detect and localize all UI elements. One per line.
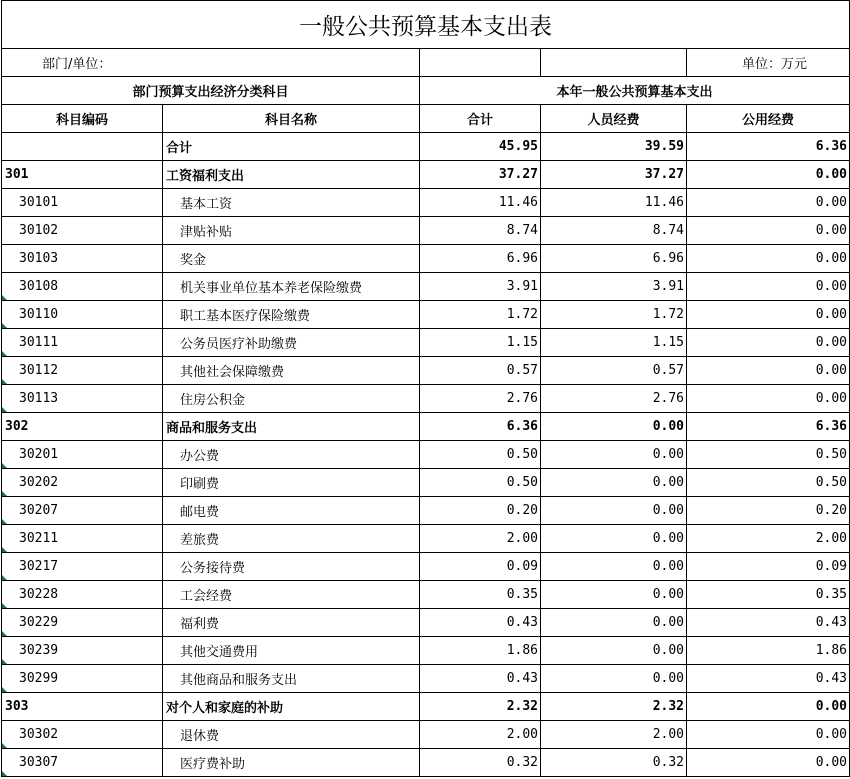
row-code-text: 30228 [19, 587, 59, 602]
cell-marker-icon [2, 547, 7, 552]
total-name: 合计 [163, 133, 420, 161]
row-code-text: 30239 [19, 643, 59, 658]
table-row [2, 637, 850, 665]
row-total: 0.32 [420, 749, 541, 777]
cell-marker-icon [2, 379, 7, 384]
row-total: 1.86 [420, 637, 541, 665]
row-public: 0.00 [687, 245, 850, 273]
row-code [2, 581, 163, 609]
row-personnel: 6.96 [541, 245, 687, 273]
cell-marker-icon [2, 631, 7, 636]
row-personnel: 1.72 [541, 301, 687, 329]
row-code [2, 637, 163, 665]
row-name: 津贴补贴 [163, 217, 420, 245]
group-header-left: 部门预算支出经济分类科目 [2, 77, 420, 105]
row-public: 0.00 [687, 161, 850, 189]
row-name: 邮电费 [163, 497, 420, 525]
cell-marker-icon [2, 771, 7, 776]
row-public: 0.00 [687, 217, 850, 245]
table-row [2, 329, 850, 357]
row-public: 0.43 [687, 609, 850, 637]
row-public: 0.00 [687, 385, 850, 413]
table-row [2, 721, 850, 749]
row-code [2, 413, 163, 441]
row-public: 0.35 [687, 581, 850, 609]
table-row [2, 665, 850, 693]
row-code-text: 303 [5, 699, 29, 714]
row-name: 公务接待费 [163, 553, 420, 581]
table-row [2, 385, 850, 413]
table-row [2, 441, 850, 469]
row-code-text: 30302 [19, 727, 59, 742]
row-personnel: 3.91 [541, 273, 687, 301]
row-code-text: 301 [5, 167, 29, 182]
row-name: 机关事业单位基本养老保险缴费 [163, 273, 420, 301]
table-row [2, 357, 850, 385]
row-code [2, 161, 163, 189]
row-total: 0.20 [420, 497, 541, 525]
row-code [2, 217, 163, 245]
row-code [2, 665, 163, 693]
table-title: 一般公共预算基本支出表 [2, 1, 850, 49]
table-row [2, 497, 850, 525]
row-code [2, 357, 163, 385]
row-code [2, 245, 163, 273]
row-name: 对个人和家庭的补助 [163, 693, 420, 721]
group-header-right: 本年一般公共预算基本支出 [420, 77, 850, 105]
total-personnel: 39.59 [541, 133, 687, 161]
row-name: 职工基本医疗保险缴费 [163, 301, 420, 329]
row-code-text: 30307 [19, 755, 59, 770]
row-total: 1.15 [420, 329, 541, 357]
row-code-text: 30217 [19, 559, 59, 574]
cell-marker-icon [2, 407, 7, 412]
row-personnel: 0.00 [541, 637, 687, 665]
row-code [2, 329, 163, 357]
header-public: 公用经费 [687, 105, 850, 133]
row-personnel: 8.74 [541, 217, 687, 245]
dept-label: 部门/单位： [2, 49, 420, 77]
row-name: 退休费 [163, 721, 420, 749]
row-name: 基本工资 [163, 189, 420, 217]
row-code-text: 30299 [19, 671, 59, 686]
row-total: 0.43 [420, 665, 541, 693]
cell-marker-icon [2, 491, 7, 496]
table-row [2, 301, 850, 329]
meta-row [2, 49, 850, 77]
cell-marker-icon [2, 295, 7, 300]
table-row [2, 693, 850, 721]
table-row [2, 469, 850, 497]
table-row [2, 189, 850, 217]
table-row [2, 161, 850, 189]
row-public: 0.50 [687, 441, 850, 469]
row-personnel: 0.00 [541, 469, 687, 497]
header-total: 合计 [420, 105, 541, 133]
table-row [2, 609, 850, 637]
row-code [2, 301, 163, 329]
header-name: 科目名称 [163, 105, 420, 133]
row-code-text: 30202 [19, 475, 59, 490]
row-personnel: 0.00 [541, 665, 687, 693]
row-code [2, 441, 163, 469]
row-code-text: 30101 [19, 195, 59, 210]
row-code-text: 30110 [19, 307, 59, 322]
row-public: 2.00 [687, 525, 850, 553]
row-code [2, 609, 163, 637]
row-code [2, 497, 163, 525]
row-total: 0.35 [420, 581, 541, 609]
row-name: 奖金 [163, 245, 420, 273]
row-name: 福利费 [163, 609, 420, 637]
group-header-row [2, 77, 850, 105]
row-code-text: 30207 [19, 503, 59, 518]
row-public: 0.00 [687, 749, 850, 777]
row-public: 0.50 [687, 469, 850, 497]
row-name: 公务员医疗补助缴费 [163, 329, 420, 357]
row-total: 0.50 [420, 469, 541, 497]
row-code-text: 30103 [19, 251, 59, 266]
row-name: 其他交通费用 [163, 637, 420, 665]
cell-marker-icon [2, 351, 7, 356]
row-code-text: 30211 [19, 531, 59, 546]
row-total: 0.57 [420, 357, 541, 385]
row-public: 0.00 [687, 693, 850, 721]
row-total: 2.00 [420, 721, 541, 749]
row-total: 2.32 [420, 693, 541, 721]
row-public: 0.43 [687, 665, 850, 693]
row-personnel: 37.27 [541, 161, 687, 189]
cell-marker-icon [2, 603, 7, 608]
row-public: 0.00 [687, 301, 850, 329]
row-name: 办公费 [163, 441, 420, 469]
row-public: 0.09 [687, 553, 850, 581]
row-public: 0.00 [687, 273, 850, 301]
row-total: 8.74 [420, 217, 541, 245]
title-row [2, 1, 850, 49]
row-personnel: 0.00 [541, 581, 687, 609]
total-total: 45.95 [420, 133, 541, 161]
table-row [2, 581, 850, 609]
row-total: 6.36 [420, 413, 541, 441]
cell-marker-icon [2, 463, 7, 468]
table-row [2, 273, 850, 301]
row-personnel: 2.00 [541, 721, 687, 749]
row-public: 0.20 [687, 497, 850, 525]
row-name: 其他社会保障缴费 [163, 357, 420, 385]
row-code [2, 749, 163, 777]
row-public: 0.00 [687, 721, 850, 749]
row-code-text: 30113 [19, 391, 59, 406]
meta-blank-2 [541, 49, 687, 77]
meta-blank-1 [420, 49, 541, 77]
row-code-text: 30112 [19, 363, 59, 378]
row-personnel: 0.00 [541, 413, 687, 441]
total-code [2, 133, 163, 161]
row-name: 印刷费 [163, 469, 420, 497]
row-personnel: 0.00 [541, 525, 687, 553]
row-name: 其他商品和服务支出 [163, 665, 420, 693]
table-row [2, 749, 850, 777]
row-code-text: 302 [5, 419, 29, 434]
row-code-text: 30111 [19, 335, 59, 350]
row-code [2, 525, 163, 553]
row-code [2, 469, 163, 497]
row-name: 差旅费 [163, 525, 420, 553]
row-public: 0.00 [687, 329, 850, 357]
row-public: 0.00 [687, 189, 850, 217]
row-code-text: 30108 [19, 279, 59, 294]
row-public: 1.86 [687, 637, 850, 665]
row-code [2, 553, 163, 581]
row-name: 医疗费补助 [163, 749, 420, 777]
budget-table [1, 0, 850, 777]
row-total: 11.46 [420, 189, 541, 217]
row-code-text: 30229 [19, 615, 59, 630]
total-public: 6.36 [687, 133, 850, 161]
header-code: 科目编码 [2, 105, 163, 133]
row-name: 工会经费 [163, 581, 420, 609]
table-row [2, 245, 850, 273]
row-personnel: 2.32 [541, 693, 687, 721]
row-total: 0.50 [420, 441, 541, 469]
row-total: 3.91 [420, 273, 541, 301]
cell-marker-icon [2, 659, 7, 664]
row-personnel: 0.00 [541, 609, 687, 637]
column-header-row [2, 105, 850, 133]
row-code [2, 721, 163, 749]
row-personnel: 1.15 [541, 329, 687, 357]
row-code [2, 189, 163, 217]
cell-marker-icon [2, 519, 7, 524]
cell-marker-icon [2, 687, 7, 692]
total-row [2, 133, 850, 161]
row-personnel: 0.00 [541, 441, 687, 469]
row-code [2, 273, 163, 301]
row-name: 工资福利支出 [163, 161, 420, 189]
table-row [2, 553, 850, 581]
table-row [2, 217, 850, 245]
row-personnel: 0.00 [541, 553, 687, 581]
row-total: 0.43 [420, 609, 541, 637]
cell-marker-icon [2, 323, 7, 328]
table-row [2, 413, 850, 441]
row-total: 2.76 [420, 385, 541, 413]
row-code-text: 30201 [19, 447, 59, 462]
row-personnel: 0.00 [541, 497, 687, 525]
row-name: 住房公积金 [163, 385, 420, 413]
row-total: 1.72 [420, 301, 541, 329]
table-row [2, 525, 850, 553]
row-personnel: 11.46 [541, 189, 687, 217]
row-total: 37.27 [420, 161, 541, 189]
cell-marker-icon [2, 575, 7, 580]
row-public: 6.36 [687, 413, 850, 441]
row-total: 6.96 [420, 245, 541, 273]
row-personnel: 2.76 [541, 385, 687, 413]
row-name: 商品和服务支出 [163, 413, 420, 441]
cell-marker-icon [2, 743, 7, 748]
row-total: 2.00 [420, 525, 541, 553]
header-personnel: 人员经费 [541, 105, 687, 133]
row-code [2, 385, 163, 413]
unit-label: 单位：万元 [687, 49, 850, 77]
row-public: 0.00 [687, 357, 850, 385]
row-personnel: 0.32 [541, 749, 687, 777]
row-total: 0.09 [420, 553, 541, 581]
row-personnel: 0.57 [541, 357, 687, 385]
row-code-text: 30102 [19, 223, 59, 238]
row-code [2, 693, 163, 721]
